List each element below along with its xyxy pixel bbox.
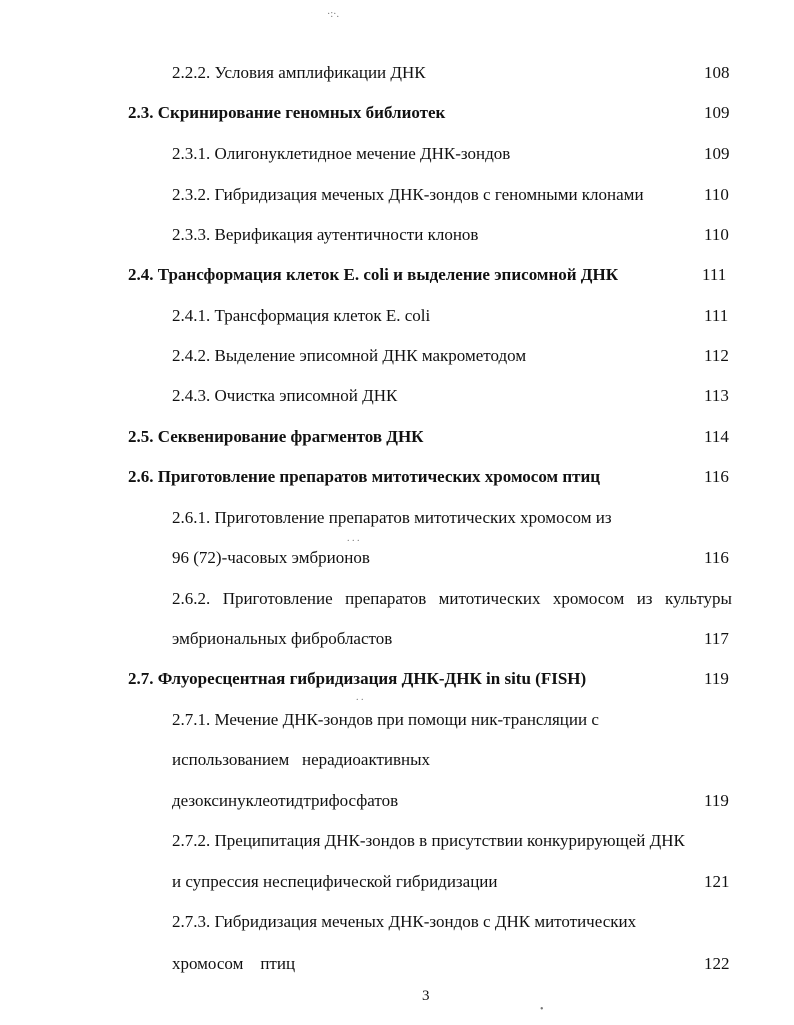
toc-entry-2-7-2-line1: 2.7.2. Преципитация ДНК-зондов в присутствии конкурирующей ДНК xyxy=(172,831,685,850)
scan-artifact: . . xyxy=(356,692,364,703)
toc-section-2-4: 2.4. Трансформация клеток E. coli и выделение эписомной ДНК xyxy=(128,265,619,284)
scan-artifact: • xyxy=(540,1004,544,1015)
toc-entry-2-4-2: 2.4.2. Выделение эписомной ДНК макрометодом xyxy=(172,346,527,365)
toc-page-2-3-3: 110 xyxy=(704,225,729,244)
toc-page-2-4-3: 113 xyxy=(704,386,729,405)
toc-page-2-6: 116 xyxy=(704,467,729,486)
toc-page-2-2-2: 108 xyxy=(704,63,730,82)
toc-entry-2-7-1-line1: 2.7.1. Мечение ДНК-зондов при помощи ник-трансляции с xyxy=(172,710,599,729)
word: культуры xyxy=(664,589,732,608)
toc-entry-2-3-3: 2.3.3. Верификация аутентичности клонов xyxy=(172,225,479,244)
word: Приготовление xyxy=(222,589,333,608)
toc-page-2-7: 119 xyxy=(704,669,729,688)
word: 2.6.2. xyxy=(172,589,211,608)
toc-page-2-6-1: 116 xyxy=(704,548,729,567)
word: препаратов xyxy=(345,589,427,608)
scan-artifact: ·:·. xyxy=(327,9,339,20)
toc-entry-2-7-1-line3: дезоксинуклеотидтрифосфатов xyxy=(172,791,399,810)
toc-page-2-7-2: 121 xyxy=(704,872,730,891)
word: митотических xyxy=(438,589,541,608)
toc-section-2-3: 2.3. Скринирование геномных библиотек xyxy=(128,103,446,122)
toc-page-2-3: 109 xyxy=(704,103,730,122)
toc-entry-2-7-3-line2: хромосом птиц xyxy=(172,954,296,973)
word: из xyxy=(636,589,653,608)
word: хромосом xyxy=(552,589,625,608)
scan-artifact: . . . xyxy=(347,533,360,544)
toc-entry-2-6-2-line1 xyxy=(172,589,732,609)
toc-entry-2-6-2-line2: эмбриональных фибробластов xyxy=(172,629,393,648)
toc-entry-2-6-1-line2: 96 (72)-часовых эмбрионов xyxy=(172,548,370,567)
toc-page-2-7-1: 119 xyxy=(704,791,729,810)
toc-section-2-6: 2.6. Приготовление препаратов митотических хромосом птиц xyxy=(128,467,601,486)
toc-page-2-7-3: 122 xyxy=(704,954,730,973)
toc-page-2-4-2: 112 xyxy=(704,346,729,365)
toc-page-2-4-1: 111 xyxy=(704,306,729,325)
toc-page-2-3-2: 110 xyxy=(704,185,729,204)
toc-page-2-3-1: 109 xyxy=(704,144,730,163)
toc-entry-2-4-1: 2.4.1. Трансформация клеток E. coli xyxy=(172,306,431,325)
page-number: 3 xyxy=(422,988,430,1004)
toc-entry-2-4-3: 2.4.3. Очистка эписомной ДНК xyxy=(172,386,398,405)
toc-entry-2-6-1-line1: 2.6.1. Приготовление препаратов митотических хромосом из xyxy=(172,508,612,527)
toc-page-2-6-2: 117 xyxy=(704,629,729,648)
toc-entry-2-7-2-line2: и супрессия неспецифической гибридизации xyxy=(172,872,498,891)
toc-entry-2-2-2: 2.2.2. Условия амплификации ДНК xyxy=(172,63,426,82)
toc-entry-2-3-2: 2.3.2. Гибридизация меченых ДНК-зондов с геномными клонами xyxy=(172,185,644,204)
toc-section-2-7: 2.7. Флуоресцентная гибридизация ДНК-ДНК in situ (FISH) xyxy=(128,669,587,688)
toc-entry-2-7-3-line1: 2.7.3. Гибридизация меченых ДНК-зондов с ДНК митотических xyxy=(172,912,637,931)
toc-page-2-5: 114 xyxy=(704,427,729,446)
toc-entry-2-3-1: 2.3.1. Олигонуклетидное мечение ДНК-зондов xyxy=(172,144,511,163)
toc-entry-2-7-1-line2: использованием нерадиоактивных xyxy=(172,750,431,769)
toc-page-2-4: 111 xyxy=(702,265,727,284)
toc-section-2-5: 2.5. Секвенирование фрагментов ДНК xyxy=(128,427,424,446)
